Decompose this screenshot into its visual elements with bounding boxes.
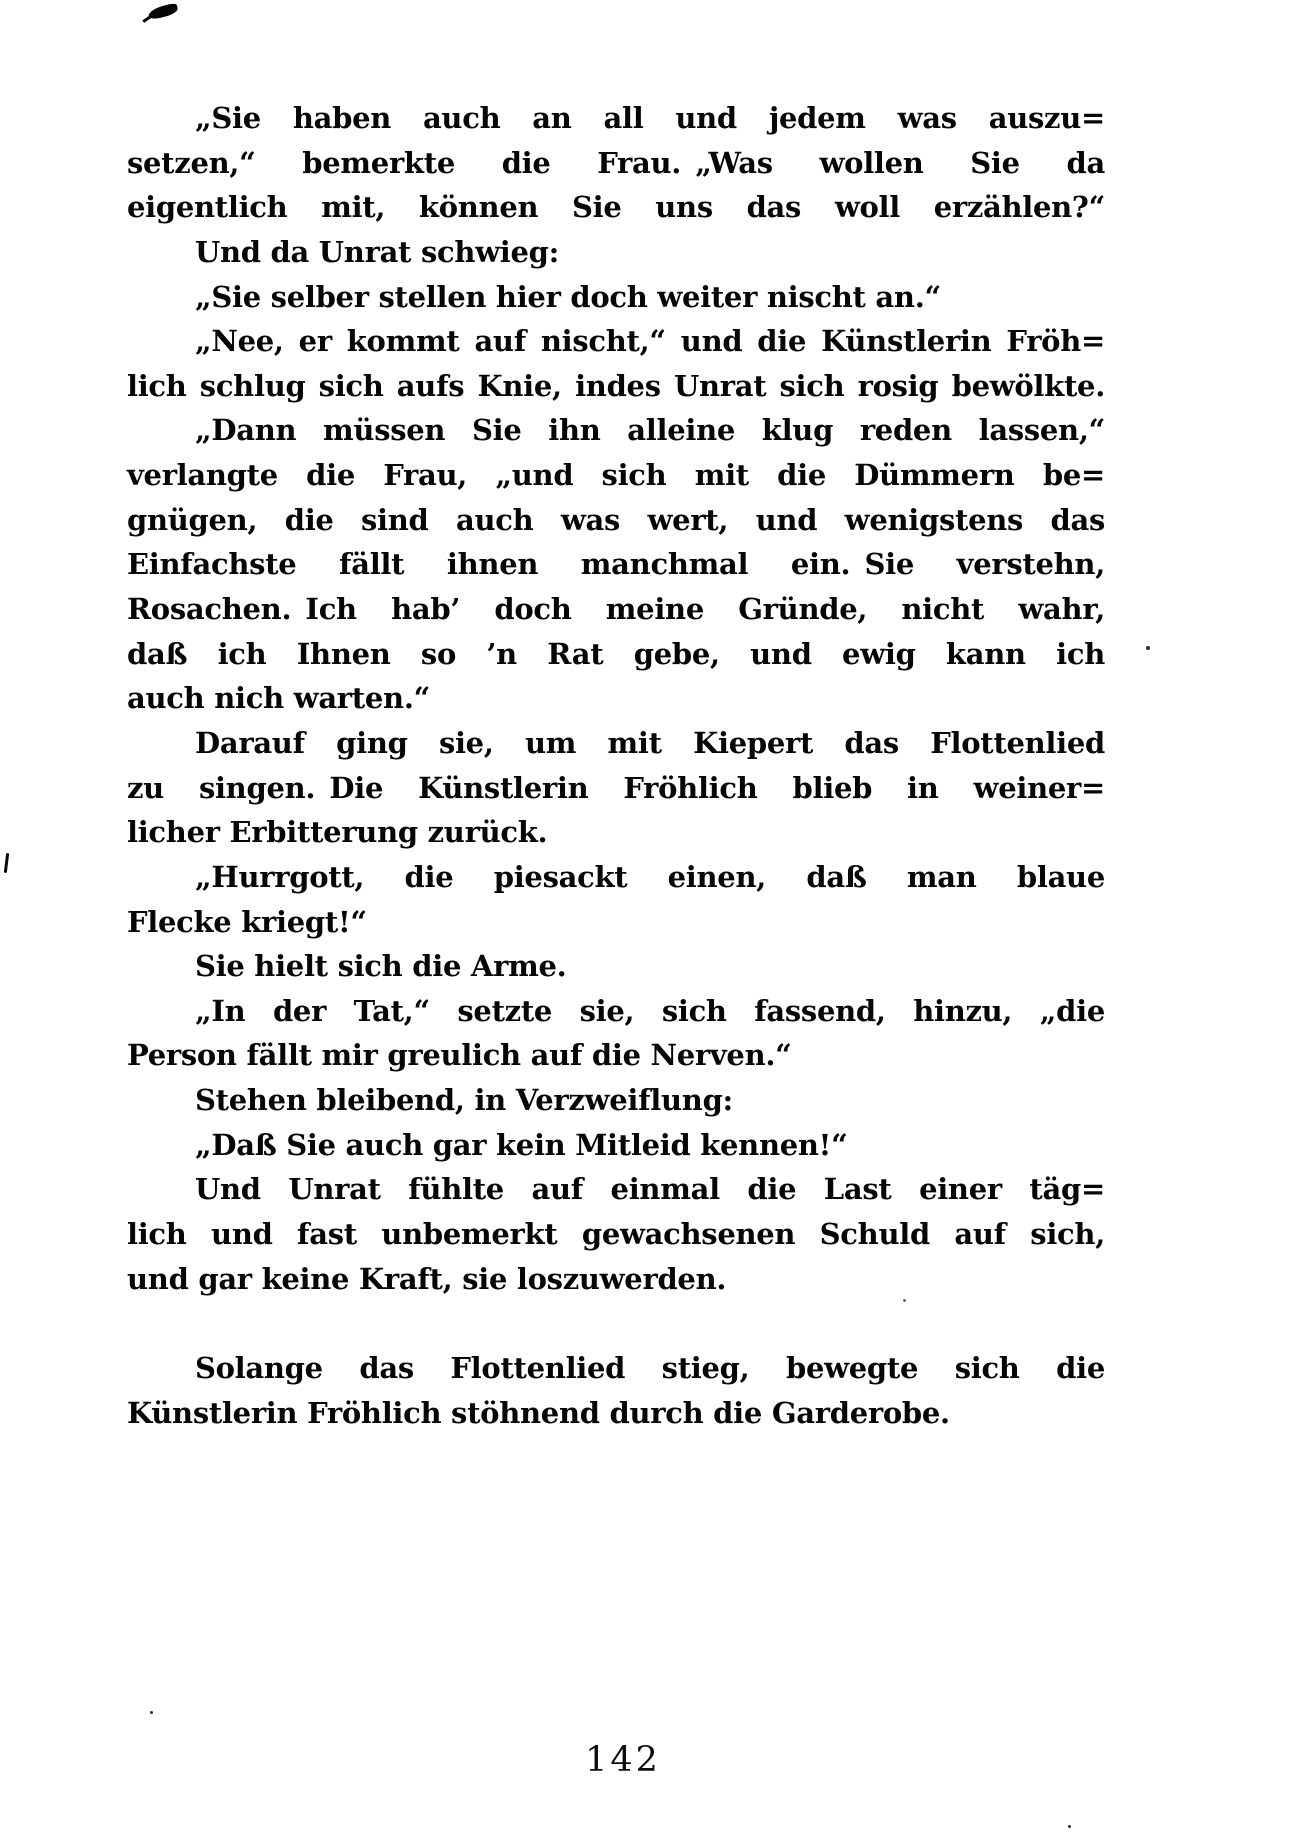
text-line: setzen,“ bemerkte die Frau. „Was wollen Sie da bbox=[127, 145, 1105, 180]
page-number: 142 bbox=[585, 1740, 661, 1780]
text-line: lich schlug sich aufs Knie, indes Unrat sich rosig bewölkte. bbox=[127, 368, 1105, 403]
text-line: Einfachste fällt ihnen manchmal ein. Sie verstehn, bbox=[127, 547, 1105, 582]
text-line: „Sie selber stellen hier doch weiter nischt an.“ bbox=[195, 279, 941, 314]
text-line: lich und fast unbemerkt gewachsenen Schuld auf sich, bbox=[127, 1217, 1105, 1252]
text-line: Flecke kriegt!“ bbox=[127, 904, 367, 939]
text-line: Und Unrat fühlte auf einmal die Last einer täg= bbox=[195, 1172, 1105, 1207]
text-line: und gar keine Kraft, sie loszuwerden. bbox=[127, 1261, 727, 1296]
text-line: Solange das Flottenlied stieg, bewegte sich die bbox=[195, 1350, 1105, 1385]
paragraph-gap bbox=[127, 1301, 1105, 1346]
text-line: gnügen, die sind auch was wert, und wenigstens das bbox=[127, 502, 1105, 537]
text-line: „Dann müssen Sie ihn alleine klug reden lassen,“ bbox=[195, 413, 1105, 448]
text-line: zu singen. Die Künstlerin Fröhlich blieb in weiner= bbox=[127, 770, 1105, 805]
text-line: licher Erbitterung zurück. bbox=[127, 815, 548, 850]
text-line: Person fällt mir greulich auf die Nerven.“ bbox=[127, 1038, 792, 1073]
text-line: verlangte die Frau, „und sich mit die Dümmern be= bbox=[127, 458, 1105, 493]
text-line: „Nee, er kommt auf nischt,“ und die Künstlerin Fröh= bbox=[195, 324, 1105, 359]
text-block bbox=[127, 96, 1105, 1435]
text-line: Darauf ging sie, um mit Kiepert das Flottenlied bbox=[195, 725, 1105, 760]
text-line: auch nich warten.“ bbox=[127, 681, 430, 716]
ink-speck bbox=[1146, 646, 1150, 650]
text-line: „In der Tat,“ setzte sie, sich fassend, hinzu, „die bbox=[195, 993, 1105, 1028]
ink-blot-mark bbox=[147, 3, 179, 21]
text-line: Künstlerin Fröhlich stöhnend durch die Garderobe. bbox=[127, 1395, 950, 1430]
text-line: daß ich Ihnen so ’n Rat gebe, und ewig kann ich bbox=[127, 636, 1105, 671]
margin-tick-mark bbox=[4, 853, 9, 873]
text-line: Stehen bleibend, in Verzweiflung: bbox=[195, 1083, 733, 1118]
ink-speck bbox=[150, 1711, 153, 1714]
text-line: Rosachen. Ich hab’ doch meine Gründe, nicht wahr, bbox=[127, 592, 1105, 627]
text-line: eigentlich mit, können Sie uns das woll erzählen?“ bbox=[127, 190, 1105, 225]
text-line: Sie hielt sich die Arme. bbox=[195, 949, 567, 984]
text-line: „Daß Sie auch gar kein Mitleid kennen!“ bbox=[195, 1127, 848, 1162]
ink-speck bbox=[1068, 1825, 1071, 1828]
text-line: Und da Unrat schwieg: bbox=[195, 234, 560, 269]
text-line: „Sie haben auch an all und jedem was auszu= bbox=[195, 101, 1105, 135]
text-line: „Hurrgott, die piesackt einen, daß man blaue bbox=[195, 859, 1105, 894]
